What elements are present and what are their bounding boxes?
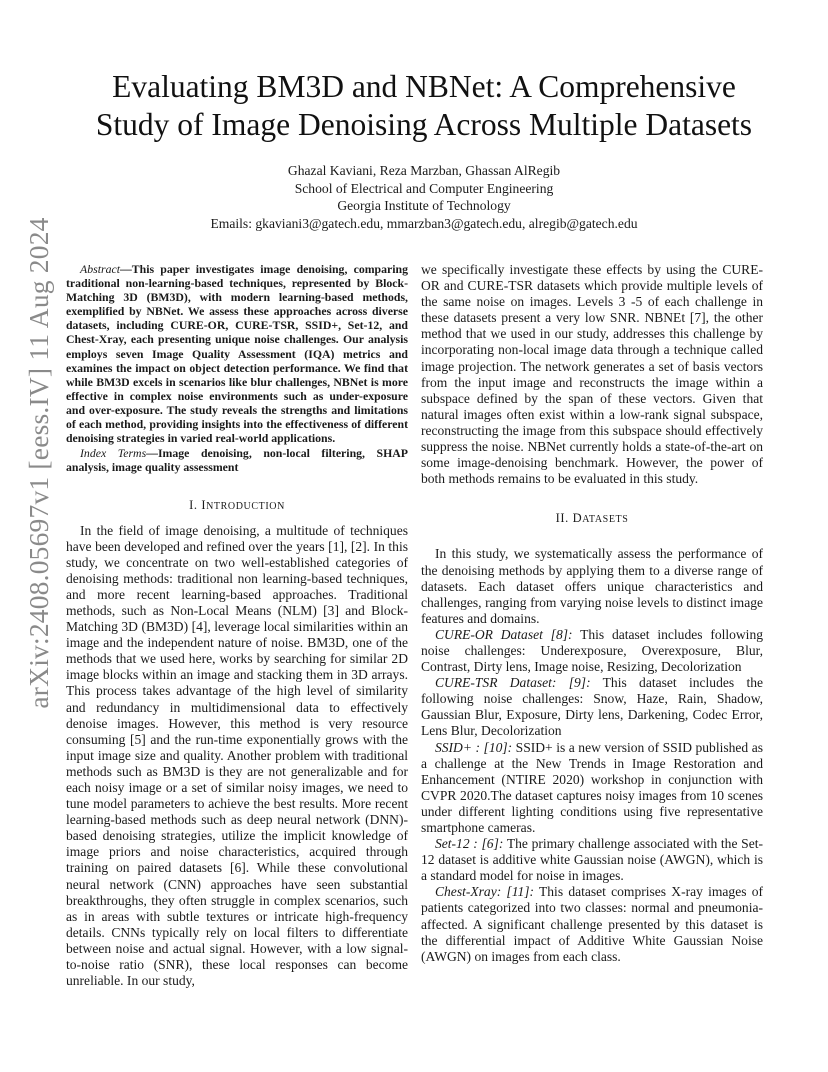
- arxiv-sidebar-stamp: [14, 217, 64, 709]
- index-terms-label: Index Terms: [80, 446, 147, 461]
- dataset-set-12: [421, 836, 763, 884]
- dataset-name: Set-12 : [6]:: [435, 836, 504, 852]
- author-names: Ghazal Kaviani, Reza Marzban, Ghassan AlRegib: [287, 163, 561, 178]
- dataset-ssid-plus: [421, 740, 763, 837]
- section-heading-introduction: I. INTRODUCTION: [189, 498, 285, 513]
- introduction-continuation: we specifically investigate these effects by using the CURE-OR and CURE-TSR datasets which provide multiple levels of the same noise on images. Levels 3 -5 of each challenge in these datasets present a very low SNR. NBNEt [7], the other method that we used in our study, addresses this challenge by incorporating non-local image data through a technique called image projection. The network generates a set of basis vectors from the input image and reconstructs the image within a subspace defined by the span of these vectors. Given that natural images often exist within a low-rank signal subspace, reconstructing the image from this subspace should effectively suppress the noise. NBNet currently holds a state-of-the-art on some image-denoising benchmark. However, the power of both methods remains to be evaluated in this study.: [421, 262, 763, 487]
- arxiv-id: arXiv:2408.05697v1 [eess.IV] 11 Aug 2024: [23, 217, 54, 709]
- datasets-intro: In this study, we systematically assess the performance of the denoising methods by applying them to a diverse range of datasets. Each dataset offers unique characteristics and challenges, ranging from varying noise levels to distinct image features and domains.: [421, 546, 763, 626]
- author-institution: Georgia Institute of Technology: [337, 198, 511, 213]
- section-heading-datasets: II. DATASETS: [555, 511, 629, 526]
- dataset-name: CURE-OR Dataset [8]:: [435, 626, 573, 642]
- index-terms: [66, 446, 408, 474]
- dataset-name: CURE-TSR Dataset: [9]:: [435, 675, 591, 691]
- author-department: School of Electrical and Computer Engineering: [294, 180, 554, 196]
- abstract: [66, 262, 408, 445]
- index-terms-text: —Image denoising, non-local filtering, SHAP analysis, image quality assessment: [66, 446, 408, 475]
- title-line-2: Study of Image Denoising Across Multiple Datasets: [95, 107, 753, 142]
- abstract-label: Abstract: [80, 262, 120, 276]
- dataset-description: This dataset includes the following noise challenges: Snow, Haze, Rain, Shadow, Gaussian Blur, Exposure, Dirty lens, Darkening, Codec Error, Lens Blur, Decolorization: [421, 675, 763, 739]
- dataset-description: This dataset comprises X-ray images of patients categorized into two classes: normal and pneumonia-affected. A significant challenge presented by this dataset is the differential impact of Additive White Gaussian Noise (AWGN) on images from each class.: [421, 884, 763, 964]
- dataset-name: SSID+ : [10]:: [435, 739, 513, 755]
- dataset-name: Chest-Xray: [11]:: [435, 884, 535, 900]
- introduction-paragraph: In the field of image denoising, a multitude of techniques have been developed and refined over the years [1], [2]. In this study, we concentrate on two well-established categories of denoising methods: traditional non learning-based techniques, and more recent learning-based approaches. Traditional methods, such as Non-Local Means (NLM) [3] and Block-Matching 3D (BM3D) [4], leverage local similarities within an image and the independent nature of noise. BM3D, one of the methods that we used here, works by searching for similar 2D image blocks within an image and stacking them in 3D arrays. This process takes advantage of the high level of similarity and redundancy in multidimensional data to effectively denoise images. However, this method is very resource consuming [5] and the run-time exponentially grows with the input image size and quality. Another problem with traditional methods such as BM3D is they are not generalizable and for each noisy image or a set of similar noisy images, we need to tune model parameters to achieve the best results. More recent learning-based methods such as deep neural network (DNN)-based denoising strategies, utilize the implicit knowledge of image priors and noise characteristics, acquired through training on paired datasets [6]. While these convolutional neural network (CNN) approaches have seen substantial breakthroughs, they often struggle in complex scenarios, such as in areas with subtle textures or intricate high-frequency details. CNNs typically rely on local filters to differentiate between noise and actual signal. However, with a low signal-to-noise ratio (SNR), these local responses can become unreliable. In our study,: [66, 522, 408, 989]
- right-column: [421, 262, 763, 965]
- dataset-description: This dataset includes following noise challenges: Underexposure, Overexposure, Blur, Contrast, Dirty lens, Image noise, Resizing, Decolorization: [421, 626, 763, 675]
- abstract-text: —This paper investigates image denoising, comparing traditional non-learning-based techniques, represented by Block-Matching 3D (BM3D), with modern learning-based methods, exemplified by NBNet. We assess these approaches across diverse datasets, including CURE-OR, CURE-TSR, SSID+, Set-12, and Chest-Xray, each presenting unique noise challenges. Our analysis employs seven Image Quality Assessment (IQA) metrics and examines the impact on object detection performance. We find that while BM3D excels in scenarios like blur challenges, NBNet is more effective in complex noise environments such as under-exposure and over-exposure. The study reveals the strengths and limitations of each method, providing insights into the effectiveness of different denoising strategies in varied real-world applications.: [66, 262, 408, 446]
- paper-title: [60, 68, 788, 144]
- dataset-cure-tsr: [421, 675, 763, 739]
- title-line-1: Evaluating BM3D and NBNet: A Comprehensive: [112, 69, 736, 104]
- author-emails: Emails: gkaviani3@gatech.edu, mmarzban3@gatech.edu, alregib@gatech.edu: [210, 215, 638, 231]
- author-block: [90, 162, 758, 232]
- dataset-cure-or: [421, 627, 763, 675]
- dataset-chest-xray: [421, 884, 763, 964]
- dataset-description: The primary challenge associated with the Set-12 dataset is additive white Gaussian noise (AWGN), which is a standard model for noise in images.: [421, 836, 763, 884]
- left-column: [66, 262, 408, 989]
- dataset-description: SSID+ is a new version of SSID published as a challenge at the New Trends in Image Restoration and Enhancement (NTIRE 2020) workshop in conjunction with CVPR 2020.The dataset captures noisy images from 10 scenes under different lighting conditions using five representative smartphone cameras.: [421, 739, 764, 835]
